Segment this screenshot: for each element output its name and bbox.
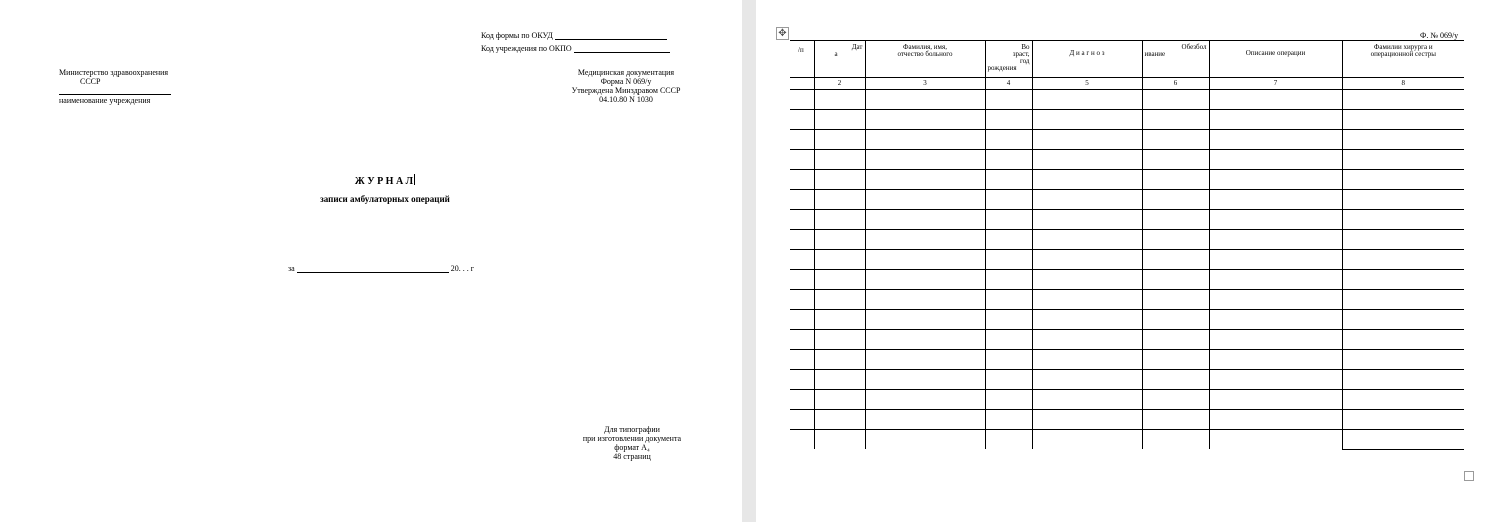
column-header[interactable]	[1032, 41, 1142, 77]
table-cell[interactable]	[865, 389, 985, 409]
table-cell[interactable]	[985, 169, 1032, 189]
column-number-row	[790, 77, 1464, 89]
table-cell[interactable]	[790, 89, 814, 109]
table-cell[interactable]	[1209, 209, 1342, 229]
table-cell[interactable]	[1142, 249, 1209, 269]
table-cell[interactable]	[1142, 309, 1209, 329]
table-cell[interactable]	[1142, 169, 1209, 189]
table-row	[790, 229, 1464, 249]
table-cell[interactable]	[1342, 189, 1464, 209]
approved-by: Утверждена Минздравом СССР	[571, 86, 681, 95]
table-cell[interactable]	[1342, 149, 1464, 169]
okud-field[interactable]	[555, 32, 667, 40]
period-line	[288, 265, 474, 273]
table-row	[790, 369, 1464, 389]
table-cell[interactable]	[1342, 329, 1464, 349]
table-cell[interactable]	[1209, 389, 1342, 409]
table-cell[interactable]	[1032, 89, 1142, 109]
table-cell[interactable]	[865, 409, 985, 429]
table-cell[interactable]	[1209, 429, 1342, 449]
column-header-line: Фамилия, имя,	[903, 43, 947, 51]
period-field[interactable]	[297, 265, 449, 273]
column-number[interactable]: 5	[1032, 77, 1142, 89]
table-cell[interactable]	[1142, 269, 1209, 289]
table-cell[interactable]	[1209, 349, 1342, 369]
table-cell[interactable]	[1142, 109, 1209, 129]
table-cell[interactable]	[1342, 249, 1464, 269]
table-move-handle-icon[interactable]: ✥	[776, 27, 789, 40]
column-header[interactable]	[985, 41, 1032, 77]
table-cell[interactable]	[1209, 409, 1342, 429]
table-cell[interactable]	[814, 149, 865, 169]
table-cell[interactable]	[790, 109, 814, 129]
med-doc-label: Медицинская документация	[577, 68, 675, 77]
column-header-line: отчество больного	[897, 50, 953, 58]
form-label: Ф. № 069/у	[1420, 31, 1459, 40]
table-cell[interactable]	[1032, 269, 1142, 289]
table-cell[interactable]	[865, 169, 985, 189]
table-cell[interactable]	[814, 129, 865, 149]
column-header[interactable]	[790, 41, 814, 77]
okpo-line	[481, 45, 670, 53]
table-row	[790, 169, 1464, 189]
journal-title-text: Ж У Р Н А Л	[354, 176, 414, 187]
table-cell[interactable]	[1342, 389, 1464, 409]
table-row	[790, 329, 1464, 349]
table-cell[interactable]	[1342, 169, 1464, 189]
table-cell[interactable]	[1032, 329, 1142, 349]
title-page	[0, 0, 742, 522]
column-header[interactable]	[1142, 41, 1209, 77]
table-cell[interactable]	[790, 129, 814, 149]
table-cell[interactable]	[865, 209, 985, 229]
table-row	[790, 209, 1464, 229]
table-row	[790, 429, 1464, 449]
table-cell[interactable]	[865, 89, 985, 109]
table-cell[interactable]	[1209, 169, 1342, 189]
table-cell[interactable]	[1209, 249, 1342, 269]
table-cell[interactable]	[1342, 129, 1464, 149]
table-cell[interactable]	[1342, 109, 1464, 129]
table-cell[interactable]	[1209, 309, 1342, 329]
table-cell[interactable]	[790, 229, 814, 249]
table-header-row	[790, 41, 1464, 77]
table-cell[interactable]	[1142, 389, 1209, 409]
table-cell[interactable]	[1342, 409, 1464, 429]
table-cell[interactable]	[1142, 409, 1209, 429]
table-cell[interactable]	[1342, 209, 1464, 229]
table-cell[interactable]	[1342, 89, 1464, 109]
column-header-line: Обезбол	[1181, 43, 1207, 51]
column-header-line: операционной сестры	[1370, 50, 1436, 58]
table-cell[interactable]	[865, 289, 985, 309]
table-cell[interactable]	[814, 109, 865, 129]
table-row	[790, 289, 1464, 309]
table-cell[interactable]	[790, 189, 814, 209]
table-row	[790, 89, 1464, 109]
form-number: Форма N 069/у	[600, 77, 652, 86]
table-cell[interactable]	[1032, 209, 1142, 229]
column-header-line: год	[1019, 57, 1030, 65]
table-cell[interactable]	[985, 389, 1032, 409]
table-cell[interactable]	[1209, 329, 1342, 349]
table-cell[interactable]	[1342, 429, 1464, 449]
table-cell[interactable]	[814, 389, 865, 409]
column-number[interactable]: 2	[814, 77, 865, 89]
institution-caption: наименование учреждения	[59, 96, 151, 105]
table-cell[interactable]	[1032, 349, 1142, 369]
column-header-line: Описание операции	[1245, 49, 1306, 57]
table-cell[interactable]	[1142, 149, 1209, 169]
table-cell[interactable]	[985, 209, 1032, 229]
table-cell[interactable]	[790, 369, 814, 389]
table-cell[interactable]	[865, 369, 985, 389]
text-cursor	[414, 174, 415, 185]
column-number[interactable]: 8	[1342, 77, 1464, 89]
table-cell[interactable]	[1342, 309, 1464, 329]
table-cell[interactable]	[865, 129, 985, 149]
table-row	[790, 309, 1464, 329]
journal-subtitle: записи амбулаторных операций	[320, 194, 450, 204]
table-cell[interactable]	[814, 289, 865, 309]
table-row	[790, 269, 1464, 289]
column-header-line: /п	[798, 46, 804, 54]
table-cell[interactable]	[814, 269, 865, 289]
table-row	[790, 389, 1464, 409]
table-cell[interactable]	[985, 129, 1032, 149]
table-cell[interactable]	[790, 169, 814, 189]
table-cell[interactable]	[790, 269, 814, 289]
table-cell[interactable]	[1209, 269, 1342, 289]
table-cell[interactable]	[985, 149, 1032, 169]
table-cell[interactable]	[985, 249, 1032, 269]
table-cell[interactable]	[1142, 289, 1209, 309]
column-header-line: зраст,	[1012, 50, 1030, 58]
table-cell[interactable]	[985, 369, 1032, 389]
page-gutter	[742, 0, 756, 522]
table-cell[interactable]	[814, 329, 865, 349]
table-cell[interactable]	[1209, 369, 1342, 389]
table-cell[interactable]	[790, 349, 814, 369]
period-suffix: 20. . . г	[450, 264, 474, 273]
column-header-line: ивание	[1144, 50, 1166, 58]
table-cell[interactable]	[1209, 229, 1342, 249]
ministry-line1: Министерство здравоохранения	[59, 68, 169, 77]
table-cell[interactable]	[814, 229, 865, 249]
column-header[interactable]	[814, 41, 865, 77]
column-header-line: Дат	[851, 43, 863, 51]
table-row	[790, 129, 1464, 149]
table-cell[interactable]	[790, 329, 814, 349]
period-prefix: за	[288, 264, 295, 273]
table-cell[interactable]	[1032, 309, 1142, 329]
table-cell[interactable]	[814, 349, 865, 369]
table-cell[interactable]	[790, 209, 814, 229]
table-cell[interactable]	[1032, 109, 1142, 129]
table-cell[interactable]	[1032, 249, 1142, 269]
print-note-1: Для типографии	[604, 425, 660, 434]
column-header-line: рождения	[987, 64, 1017, 72]
table-cell[interactable]	[985, 189, 1032, 209]
column-number[interactable]: 3	[865, 77, 985, 89]
table-row	[790, 109, 1464, 129]
table-cell[interactable]	[985, 429, 1032, 449]
column-number[interactable]: 6	[1142, 77, 1209, 89]
table-cell[interactable]	[814, 249, 865, 269]
table-cell[interactable]	[985, 409, 1032, 429]
table-cell[interactable]	[814, 309, 865, 329]
column-header-line: а	[834, 50, 838, 58]
table-cell[interactable]	[1032, 429, 1142, 449]
table-cell[interactable]	[1342, 349, 1464, 369]
table-cell[interactable]	[985, 109, 1032, 129]
column-header[interactable]	[865, 41, 985, 77]
ministry-line2: СССР	[80, 77, 101, 86]
table-cell[interactable]	[985, 289, 1032, 309]
table-cell[interactable]	[1342, 269, 1464, 289]
table-cell[interactable]	[865, 329, 985, 349]
table-cell[interactable]	[814, 189, 865, 209]
table-cell[interactable]	[790, 409, 814, 429]
table-cell[interactable]	[790, 149, 814, 169]
column-header[interactable]	[1209, 41, 1342, 77]
column-number[interactable]: 7	[1209, 77, 1342, 89]
table-cell[interactable]	[1142, 369, 1209, 389]
table-cell[interactable]	[1209, 289, 1342, 309]
table-cell[interactable]	[790, 309, 814, 329]
okpo-label: Код учреждения по ОКПО	[481, 44, 572, 53]
table-cell[interactable]	[1342, 289, 1464, 309]
table-cell[interactable]	[865, 149, 985, 169]
column-header-line: Во	[1021, 43, 1030, 51]
table-cell[interactable]	[1142, 209, 1209, 229]
table-cell[interactable]	[1032, 169, 1142, 189]
table-cell[interactable]	[1142, 329, 1209, 349]
order-number: 04.10.80 N 1030	[599, 95, 653, 104]
table-cell[interactable]	[985, 329, 1032, 349]
table-cell[interactable]	[1142, 229, 1209, 249]
table-cell[interactable]	[865, 349, 985, 369]
table-cell[interactable]	[1032, 149, 1142, 169]
table-row	[790, 189, 1464, 209]
table-cell[interactable]	[865, 229, 985, 249]
table-cell[interactable]	[814, 209, 865, 229]
table-cell[interactable]	[790, 429, 814, 449]
table-cell[interactable]	[814, 169, 865, 189]
journal-table	[790, 41, 1464, 450]
table-row	[790, 349, 1464, 369]
table-cell[interactable]	[1032, 189, 1142, 209]
table-cell[interactable]	[814, 369, 865, 389]
table-cell[interactable]	[790, 249, 814, 269]
column-number[interactable]: 4	[985, 77, 1032, 89]
table-cell[interactable]	[1032, 129, 1142, 149]
table-cell[interactable]	[985, 229, 1032, 249]
table-cell[interactable]	[865, 309, 985, 329]
table-cell[interactable]	[1142, 429, 1209, 449]
table-cell[interactable]	[814, 429, 865, 449]
table-cell[interactable]	[1142, 189, 1209, 209]
table-cell[interactable]	[865, 249, 985, 269]
column-number[interactable]	[790, 77, 814, 89]
table-resize-handle-icon[interactable]	[1464, 471, 1474, 481]
table-cell[interactable]	[985, 349, 1032, 369]
table-row	[790, 409, 1464, 429]
table-cell[interactable]	[1032, 229, 1142, 249]
table-cell[interactable]	[1209, 129, 1342, 149]
table-cell[interactable]	[865, 109, 985, 129]
table-cell[interactable]	[1342, 369, 1464, 389]
table-cell[interactable]	[1209, 149, 1342, 169]
table-cell[interactable]	[1142, 349, 1209, 369]
table-cell[interactable]	[1342, 229, 1464, 249]
journal-title	[290, 174, 480, 187]
table-cell[interactable]	[985, 89, 1032, 109]
print-note-3: формат А₄	[614, 443, 650, 452]
okud-line	[481, 32, 667, 40]
table-cell[interactable]	[1142, 89, 1209, 109]
table-cell[interactable]	[790, 389, 814, 409]
table-cell[interactable]	[1032, 409, 1142, 429]
column-header-line: Д и а г н о з	[1069, 49, 1105, 57]
table-cell[interactable]	[865, 269, 985, 289]
table-cell[interactable]	[865, 429, 985, 449]
table-row	[790, 149, 1464, 169]
okud-label: Код формы по ОКУД	[481, 31, 553, 40]
column-header[interactable]	[1342, 41, 1464, 77]
print-note-4: 48 страниц	[613, 452, 651, 461]
table-cell[interactable]	[1032, 369, 1142, 389]
column-header-line: Фамилии хирурга и	[1373, 43, 1433, 51]
table-cell[interactable]	[1032, 389, 1142, 409]
table-cell[interactable]	[814, 409, 865, 429]
table-row	[790, 249, 1464, 269]
table-cell[interactable]	[865, 189, 985, 209]
table-cell[interactable]	[1209, 109, 1342, 129]
print-note-2: при изготовлении документа	[582, 434, 682, 443]
okpo-field[interactable]	[574, 45, 670, 53]
table-cell[interactable]	[985, 309, 1032, 329]
table-cell[interactable]	[985, 269, 1032, 289]
table-cell[interactable]	[1209, 89, 1342, 109]
table-cell[interactable]	[1209, 189, 1342, 209]
institution-line[interactable]	[59, 94, 171, 95]
table-cell[interactable]	[814, 89, 865, 109]
table-cell[interactable]	[1142, 129, 1209, 149]
table-cell[interactable]	[1032, 289, 1142, 309]
table-cell[interactable]	[790, 289, 814, 309]
